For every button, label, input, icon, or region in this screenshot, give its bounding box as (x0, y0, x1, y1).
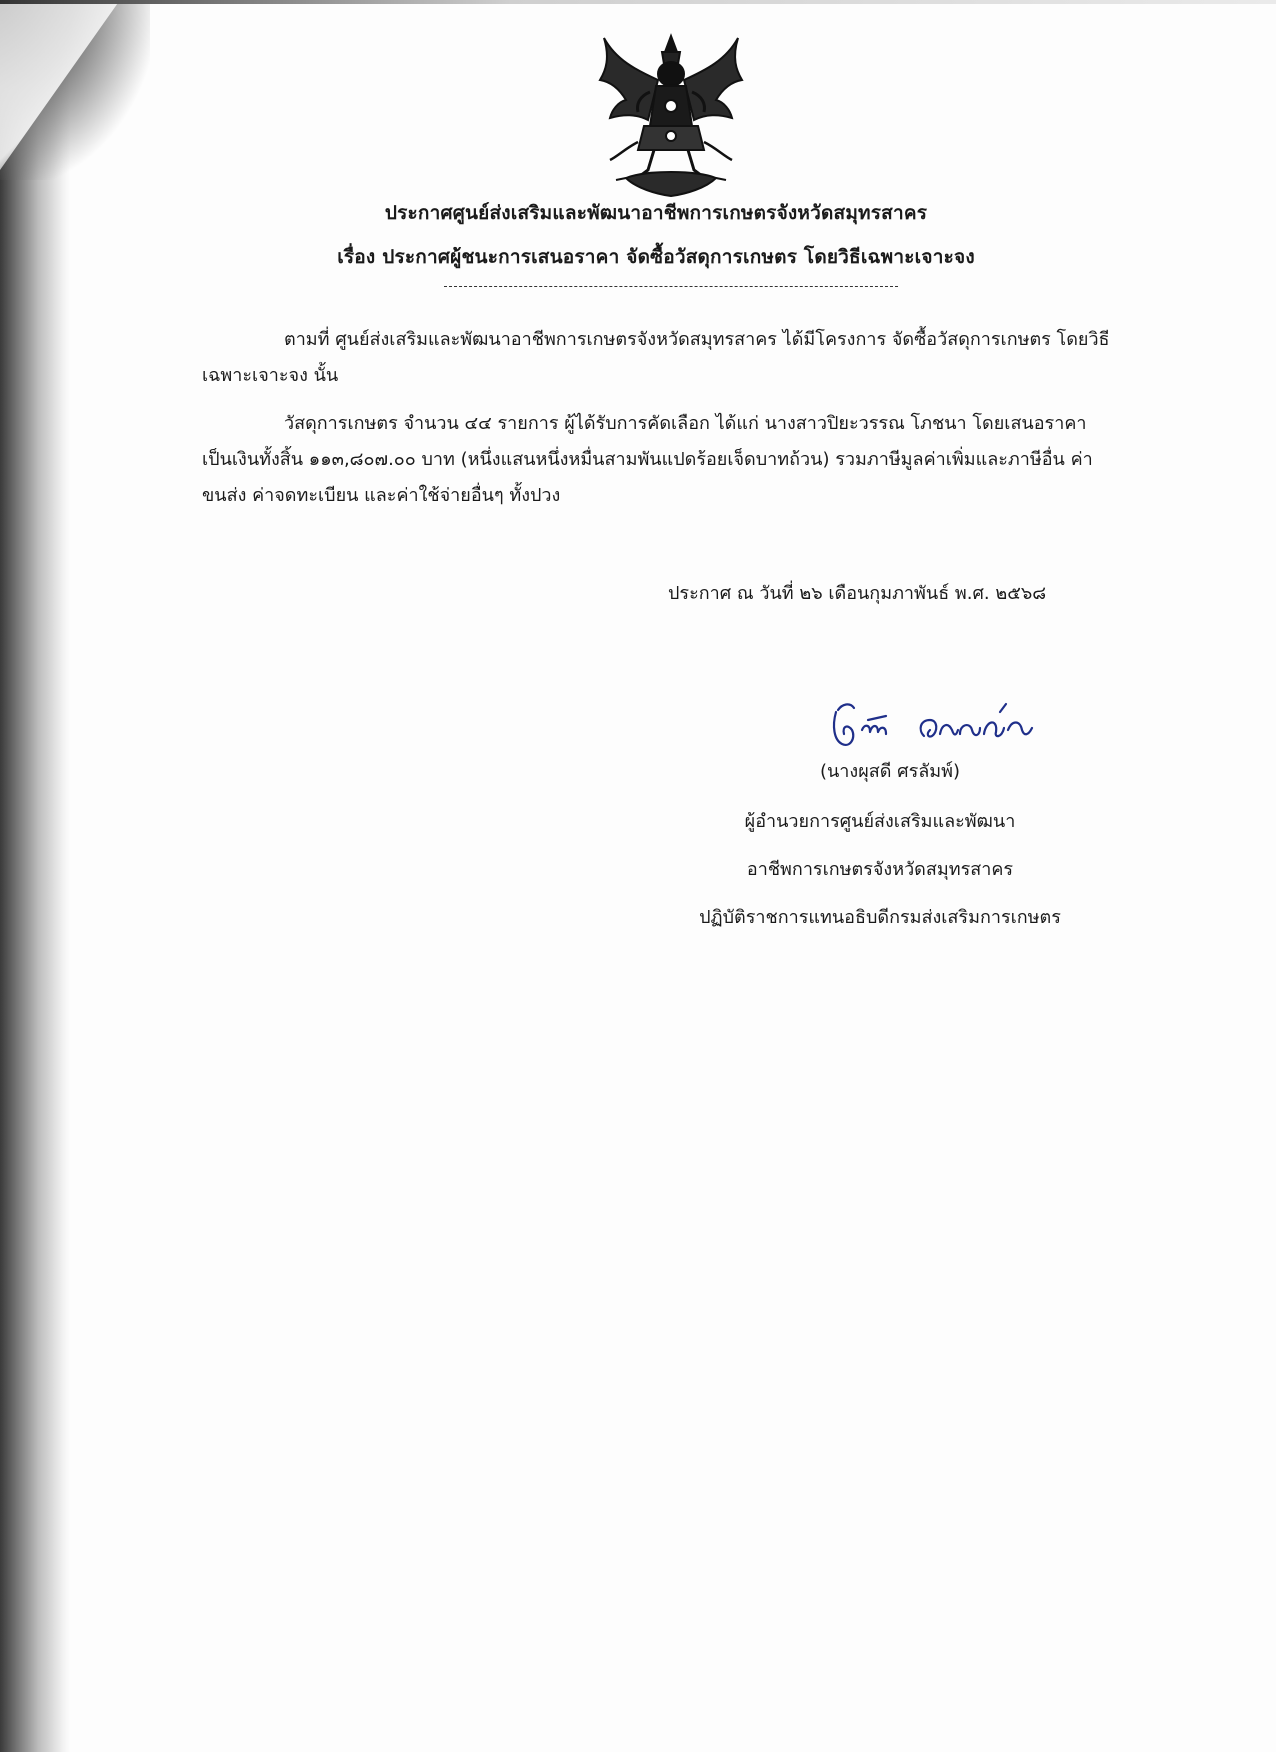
body-paragraph-2 (202, 406, 1122, 514)
document-title: ประกาศศูนย์ส่งเสริมและพัฒนาอาชีพการเกษตรจังหวัดสมุทรสาคร (384, 202, 928, 224)
title-divider (444, 286, 898, 287)
paragraph-1-text: ตามที่ ศูนย์ส่งเสริมและพัฒนาอาชีพการเกษตรจังหวัดสมุทรสาคร ได้มีโครงการ จัดซื้อวัสดุการเกษตร โดยวิธีเฉพาะเจาะจง นั้น (202, 329, 1110, 386)
signer-position-line-2: อาชีพการเกษตรจังหวัดสมุทรสาคร (746, 859, 1014, 880)
handwritten-signature (828, 690, 1048, 760)
signer-name: (นางผุสดี ศรลัมพ์) (819, 761, 961, 782)
garuda-emblem-icon (596, 30, 746, 200)
signer-position-line-1: ผู้อำนวยการศูนย์ส่งเสริมและพัฒนา (744, 811, 1016, 832)
announcement-date: ประกาศ ณ วันที่ ๒๖ เดือนกุมภาพันธ์ พ.ศ. ๒๕๖๘ (668, 583, 1047, 604)
paragraph-2-text: วัสดุการเกษตร จำนวน ๔๔ รายการ ผู้ได้รับการคัดเลือก ได้แก่ นางสาวปิยะวรรณ โภชนา โดยเสนอราคา เป็นเงินทั้งสิ้น ๑๑๓,๘๐๗.๐๐ บาท (หนึ่งแสนหนึ่งหมื่นสามพันแปดร้อยเจ็ดบาทถ้วน) รวมภาษีมูลค่าเพิ่มและภาษีอื่น ค่าขนส่ง ค่าจดทะเบียน และค่าใช้จ่ายอื่นๆ ทั้งปวง (202, 413, 1093, 506)
signer-position-line-3: ปฏิบัติราชการแทนอธิบดีกรมส่งเสริมการเกษตร (699, 907, 1061, 928)
body-paragraph-1 (202, 322, 1122, 394)
scan-top-edge (0, 0, 1276, 4)
document-subject: เรื่อง ประกาศผู้ชนะการเสนอราคา จัดซื้อวัสดุการเกษตร โดยวิธีเฉพาะเจาะจง (337, 246, 975, 268)
